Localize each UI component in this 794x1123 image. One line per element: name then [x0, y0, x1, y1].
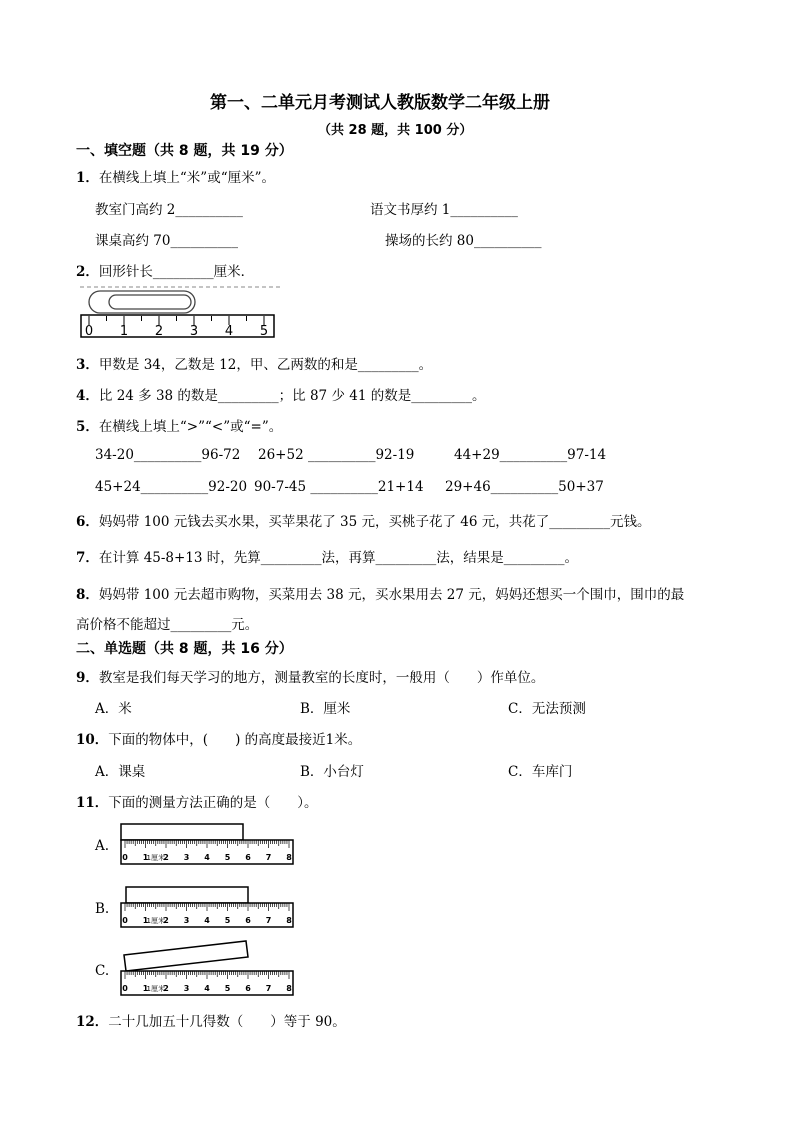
q5-item: 34-20__________96-72: [95, 447, 241, 463]
q2-number: 2．: [76, 264, 99, 280]
q11-option-c-figure[interactable]: [118, 937, 298, 999]
q2-text: 回形针长_________厘米．: [98, 264, 255, 280]
ruler-label: 1: [119, 324, 129, 339]
measured-object: [121, 824, 243, 840]
ruler: [121, 903, 293, 927]
measured-object: [124, 941, 248, 971]
q1-item-door: 教室门高约 2__________: [95, 202, 243, 218]
ruler-label: 7: [265, 853, 272, 862]
ruler-label: 1: [142, 984, 149, 993]
q7-text: 在计算 45-8+13 时，先算_________法，再算_________法，结果是_________。: [98, 550, 579, 566]
q4-text: 比 24 多 38 的数是_________；比 87 少 41 的数是_________。: [98, 388, 486, 404]
q12-number: 12．: [76, 1014, 109, 1030]
q9-option-c[interactable]: C．无法预测: [508, 701, 586, 717]
ruler-label: 4: [204, 916, 210, 925]
ruler-label: 4: [204, 853, 210, 862]
ruler-label: 3: [183, 916, 190, 925]
q12-text: 二十几加五十几得数（ ）等于 90。: [108, 1014, 346, 1030]
q6-number: 6．: [76, 514, 99, 530]
q2-stem: [76, 260, 254, 280]
q12-stem: [76, 1010, 346, 1030]
ruler-label: 5: [259, 324, 269, 339]
q5-number: 5．: [76, 419, 99, 435]
paperclip-ruler-figure: [75, 283, 285, 343]
q10-option-c[interactable]: C．车库门: [508, 764, 573, 780]
ruler-label: 4: [204, 984, 210, 993]
q8-text-line2: 高价格不能超过_________元。: [76, 617, 259, 633]
q1-stem: [76, 166, 275, 186]
q8-number: 8．: [76, 587, 99, 603]
ruler-label: 5: [224, 853, 231, 862]
q1-item-book: 语文书厚约 1__________: [370, 202, 518, 218]
ruler-label: 6: [245, 853, 251, 862]
q11-number: 11．: [76, 795, 109, 811]
ruler-label: 2: [163, 853, 169, 862]
q5-item: 44+29__________97-14: [454, 447, 607, 463]
ruler-body: [81, 315, 274, 337]
ruler-label: 2: [163, 984, 169, 993]
q10-option-a[interactable]: A．课桌: [95, 764, 146, 780]
q9-option-a[interactable]: A．米: [95, 701, 132, 717]
q5-text: 在横线上填上“>”“<”或“=”。: [98, 419, 283, 435]
q9-text: 教室是我们每天学习的地方，测量教室的长度时，一般用（ ）作单位。: [98, 670, 545, 686]
q11-stem: [76, 791, 318, 811]
ruler-label: 2: [163, 916, 169, 925]
ruler-label: 0: [84, 324, 94, 339]
q11-option-a-label[interactable]: A.: [95, 838, 110, 854]
q8-stem: [76, 583, 684, 603]
q5-item: 26+52 __________92-19: [258, 447, 415, 463]
q1-item-desk: 课桌高约 70__________: [95, 233, 238, 249]
q5-item: 29+46__________50+37: [445, 479, 604, 495]
q7-stem: [76, 546, 578, 566]
q4-number: 4．: [76, 388, 99, 404]
section1-heading: 一、填空题（共 8 题，共 19 分）: [76, 143, 293, 159]
q4-stem: [76, 384, 485, 404]
section2-heading: 二、单选题（共 8 题，共 16 分）: [76, 641, 293, 657]
q3-stem: [76, 353, 432, 373]
ruler-label: 3: [183, 984, 190, 993]
ruler-label: 8: [286, 853, 292, 862]
measured-object: [126, 887, 248, 903]
q6-stem: [76, 510, 651, 530]
ruler-label: 5: [224, 984, 231, 993]
q3-number: 3．: [76, 357, 99, 373]
ruler-label: 0: [122, 853, 128, 862]
ruler-label: 7: [265, 984, 272, 993]
ruler-label: 8: [286, 984, 292, 993]
q10-option-b[interactable]: B．小台灯: [300, 764, 364, 780]
q11-option-b-label[interactable]: B.: [95, 901, 110, 917]
q10-text: 下面的物体中，( ) 的高度最接近1米。: [108, 732, 362, 748]
q5-item: 90-7-45 __________21+14: [254, 479, 424, 495]
q11-text: 下面的测量方法正确的是（ ）。: [108, 795, 318, 811]
ruler-label: 0: [122, 984, 128, 993]
ruler-unit-label: 1厘米: [146, 985, 165, 993]
ruler-label: 0: [122, 916, 128, 925]
page-subtitle: （共 28 题，共 100 分）: [318, 123, 473, 138]
ruler-label: 6: [245, 916, 251, 925]
ruler-label: 5: [224, 916, 231, 925]
paperclip-icon: [89, 291, 195, 313]
ruler: [121, 971, 293, 995]
ruler-label: 4: [224, 324, 234, 339]
q10-number: 10．: [76, 732, 109, 748]
ruler-label: 1: [142, 853, 149, 862]
q1-item-field: 操场的长约 80__________: [385, 233, 542, 249]
q9-stem: [76, 666, 544, 686]
ruler-label: 2: [154, 324, 164, 339]
q7-number: 7．: [76, 550, 99, 566]
q10-stem: [76, 728, 361, 748]
ruler-label: 3: [189, 324, 199, 339]
ruler-label: 1: [142, 916, 149, 925]
q3-text: 甲数是 34，乙数是 12，甲、乙两数的和是_________。: [98, 357, 433, 373]
q1-text: 在横线上填上“米”或“厘米”。: [98, 170, 276, 186]
ruler-label: 6: [245, 984, 251, 993]
q1-number: 1．: [76, 170, 99, 186]
q11-option-a-figure[interactable]: [118, 822, 298, 868]
ruler: [121, 840, 293, 864]
ruler-label: 3: [183, 853, 190, 862]
q11-option-b-figure[interactable]: [118, 885, 298, 931]
q11-option-c-label[interactable]: C.: [95, 963, 110, 979]
ruler-unit-label: 1厘米: [146, 917, 165, 925]
q6-text: 妈妈带 100 元钱去买水果，买苹果花了 35 元，买桃子花了 46 元，共花了_________元钱。: [98, 514, 651, 530]
ruler-label: 7: [265, 916, 272, 925]
q8-text-line1: 妈妈带 100 元去超市购物，买菜用去 38 元，买水果用去 27 元，妈妈还想买一个围巾，围巾的最: [98, 587, 685, 603]
q9-number: 9．: [76, 670, 99, 686]
q5-item: 45+24__________92-20: [95, 479, 248, 495]
q9-option-b[interactable]: B．厘米: [300, 701, 351, 717]
page-title: 第一、二单元月考测试人教版数学二年级上册: [210, 93, 550, 113]
ruler-unit-label: 1厘米: [146, 854, 165, 862]
q5-stem: [76, 415, 282, 435]
ruler-label: 8: [286, 916, 292, 925]
